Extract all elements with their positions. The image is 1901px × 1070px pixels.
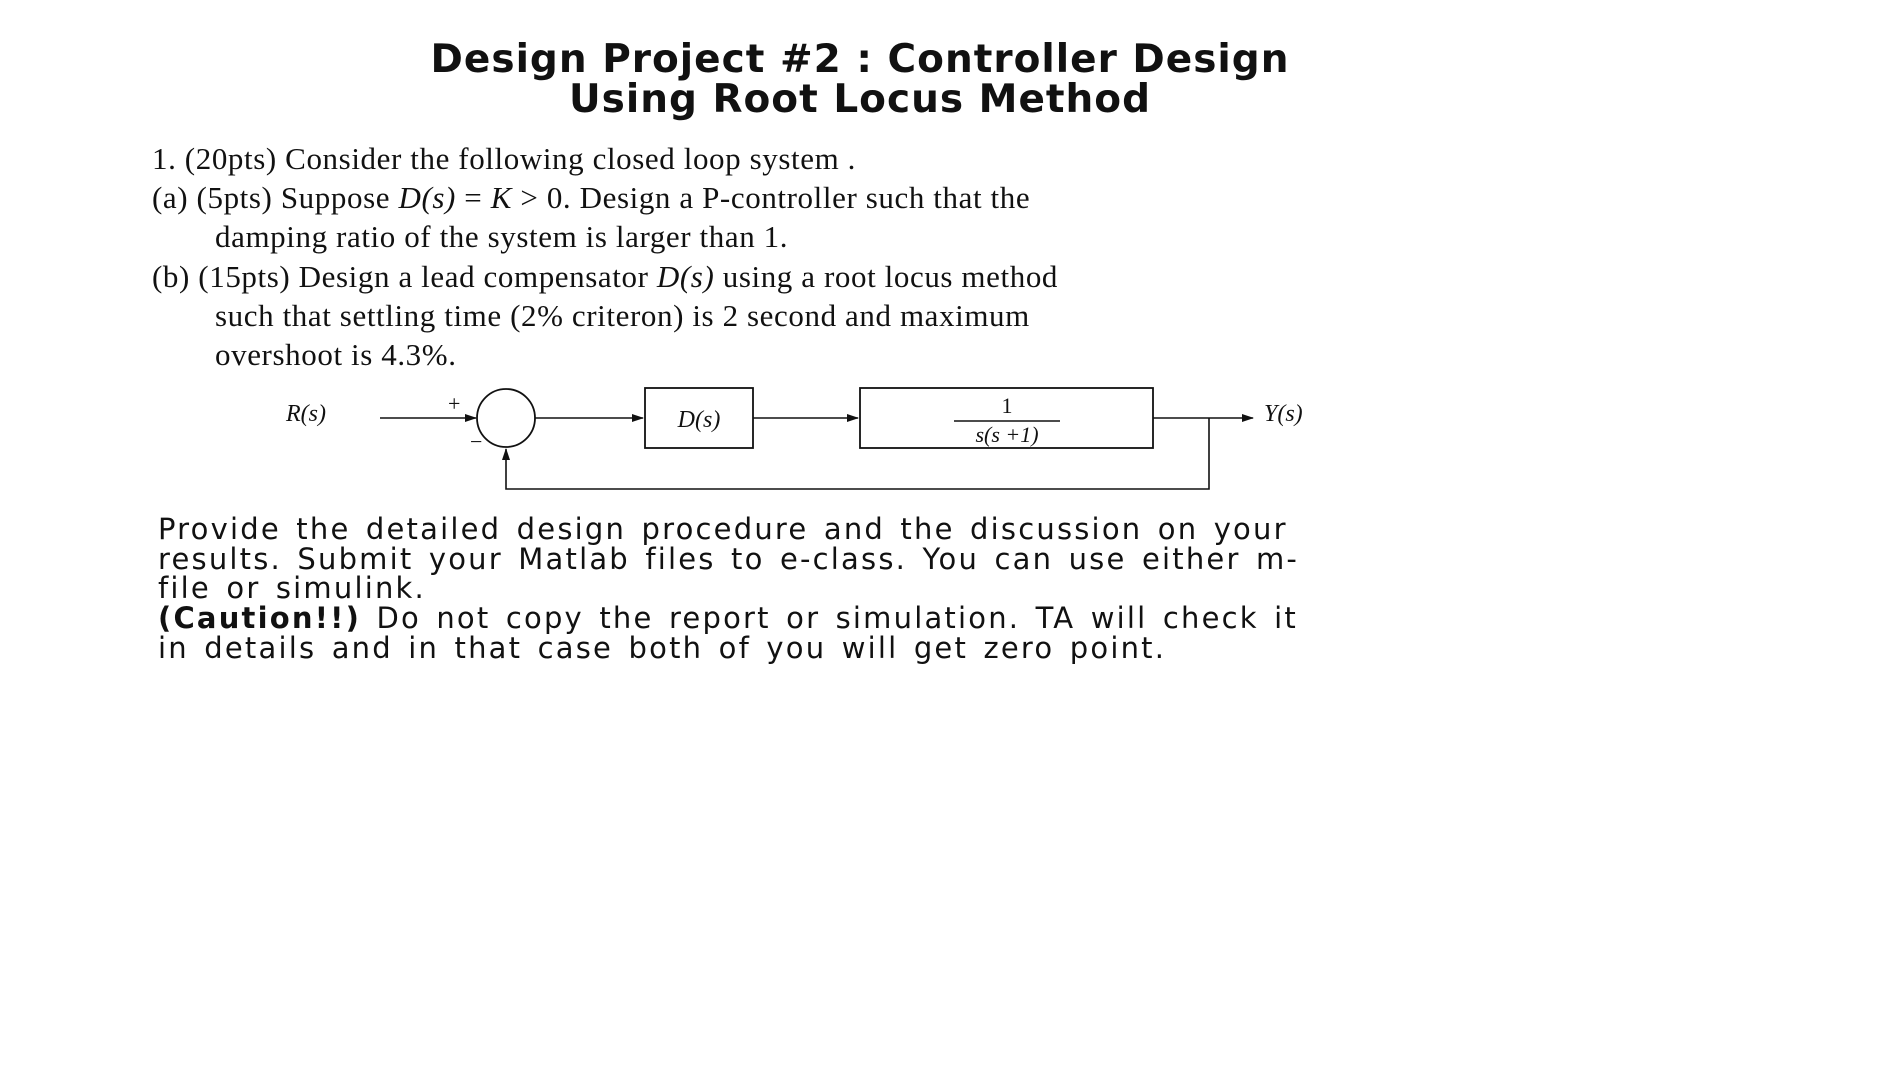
part-a-Ds: D(s) [398, 180, 456, 215]
problem-part-b-line3: overshoot is 4.3%. [215, 337, 457, 372]
problem-part-a-line1 [152, 181, 1030, 215]
caution-text: Do not copy the report or simulation. TA will check it [361, 601, 1299, 635]
instructions-line5: in details and in that case both of you will get zero point. [158, 631, 1167, 665]
instructions-line2: results. Submit your Matlab files to e-class. You can use either m- [158, 542, 1300, 576]
feedback-path [506, 418, 1209, 489]
page-title-line2: Using Root Locus Method [568, 77, 1152, 122]
controller-label: D(s) [677, 407, 721, 433]
problem-part-b-line1 [152, 260, 1058, 294]
block-diagram-svg [280, 385, 1360, 495]
part-a-eq: = [455, 180, 491, 215]
minus-sign: − [470, 429, 483, 454]
part-a-rest: > 0. Design a P-controller such that the [512, 180, 1031, 215]
part-b-label: (b) (15pts) Design a lead compensator [152, 259, 657, 294]
summing-junction [477, 389, 535, 447]
caution-label: (Caution!!) [158, 601, 362, 635]
plus-sign: + [448, 391, 461, 416]
input-label: R(s) [286, 401, 326, 427]
page-title-line1: Design Project #2 : Controller Design [430, 37, 1290, 82]
part-a-K: K [490, 180, 513, 215]
block-diagram [280, 385, 1360, 495]
caution-line [158, 603, 1578, 633]
output-label: Y(s) [1264, 401, 1303, 427]
instructions-line1: Provide the detailed design procedure and the discussion on your [158, 512, 1288, 546]
part-b-Ds: D(s) [656, 259, 715, 294]
plant-numerator: 1 [1001, 393, 1013, 418]
problem-intro: 1. (20pts) Consider the following closed loop system . [152, 141, 857, 176]
instructions-line3: file or simulink. [158, 571, 426, 605]
part-a-label: (a) (5pts) Suppose [152, 180, 399, 215]
problem-part-b-line2: such that settling time (2% criteron) is 2 second and maximum [215, 298, 1030, 333]
part-b-rest: using a root locus method [714, 259, 1059, 294]
problem-part-a-line2: damping ratio of the system is larger than 1. [215, 219, 789, 254]
plant-denominator: s(s +1) [975, 422, 1039, 447]
